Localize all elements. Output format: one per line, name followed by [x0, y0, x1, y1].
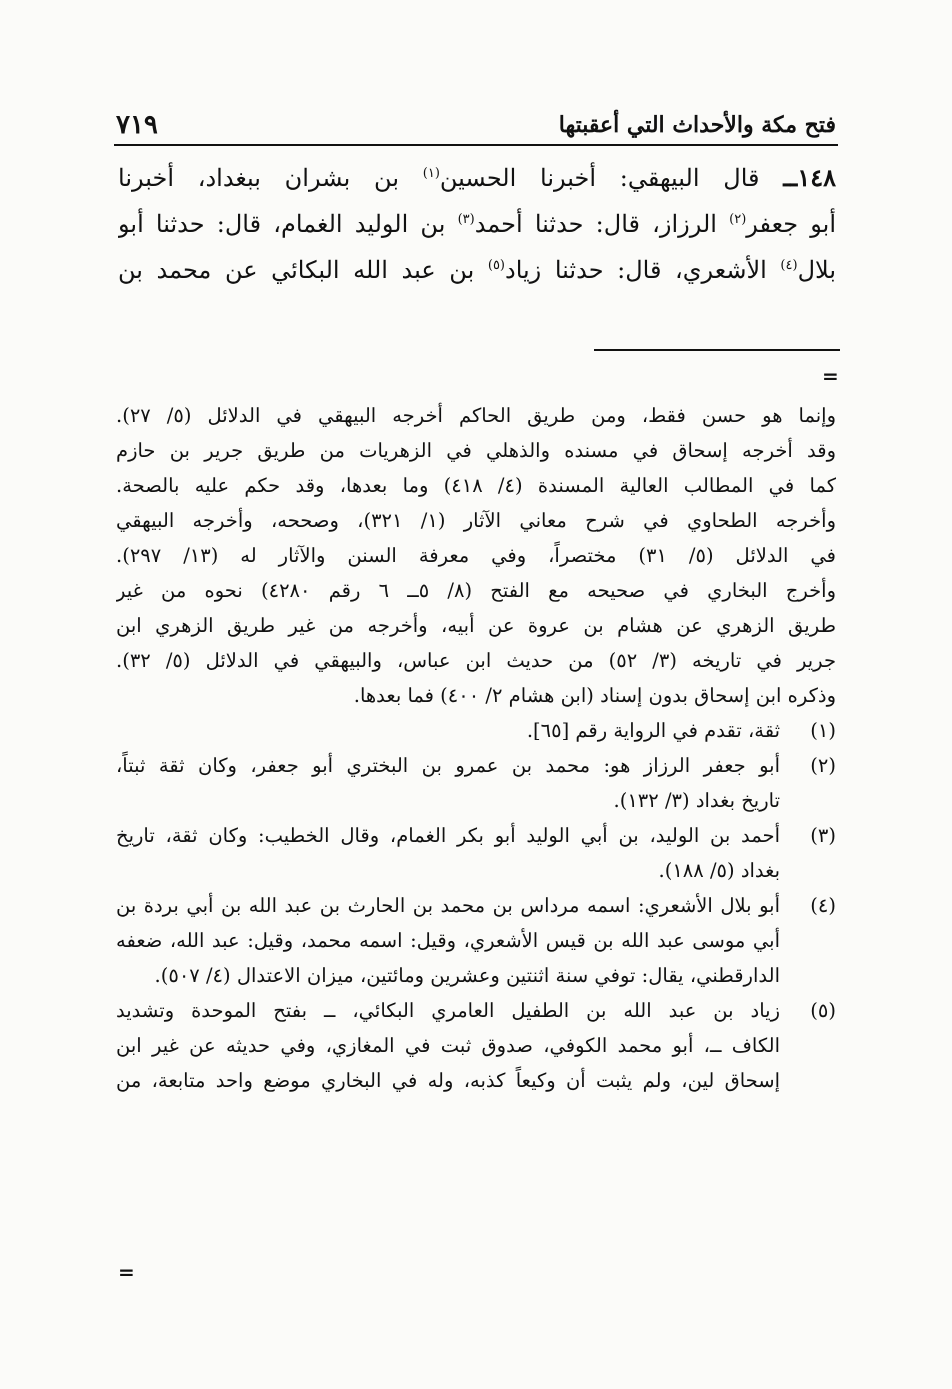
footnote-line: الكاف ــ، أبو محمد الكوفي، صدوق ثبت في المغازي، وفي حديثه عن غير ابن [116, 1034, 780, 1057]
page-number: ٧١٩ [116, 110, 158, 140]
body-text-segment: الأشعري، قال: حدثنا زياد [505, 256, 767, 285]
footnote-line: أبي موسى عبد الله بن قيس الأشعري، وقيل: اسمه محمد، وقيل: عبد الله، ضعفه [116, 929, 780, 952]
hadith-text [118, 155, 836, 293]
footnote-reference: (٤) [780, 258, 798, 274]
footnote-continuation-line: وقد أخرجه إسحاق في مسنده والذهلي في الزهريات من طريق جرير بن حازم [116, 439, 836, 462]
footnote-line: أبو بلال الأشعري: اسمه مرداس بن محمد بن الحارث بن عبد الله بن أبي بردة بن [116, 894, 780, 917]
body-line [118, 155, 836, 201]
footnote-marker: (٥) [810, 999, 836, 1022]
footnote-reference: (٢) [729, 212, 747, 228]
footnote-line: تاريخ بغداد (٣/ ١٣٢). [613, 789, 780, 812]
body-text-segment: الرزاز، قال: حدثنا أحمد [474, 210, 717, 239]
footnote-reference: (٣) [457, 212, 475, 228]
footnote-line: أحمد بن الوليد، بن أبي الوليد أبو بكر الغمام، وقال الخطيب: وكان ثقة، تاريخ [116, 824, 780, 847]
footnote-2 [116, 748, 836, 818]
body-line [118, 247, 836, 293]
header-rule [114, 144, 838, 146]
hadith-number [783, 163, 836, 192]
footnote-line: ثقة، تقدم في الرواية رقم [٦٥]. [526, 719, 780, 742]
footnote-continuation-line: وإنما هو حسن فقط، ومن طريق الحاكم أخرجه البيهقي في الدلائل (٥/ ٢٧). [116, 404, 836, 427]
footnote-reference: (٥) [487, 258, 505, 274]
footnote-continuation-line: في الدلائل (٥/ ٣١) مختصراً، وفي معرفة السنن والآثار له (١٣/ ٢٩٧). [116, 544, 836, 567]
continuation-mark-top: = [822, 364, 839, 388]
footnote-4 [116, 888, 836, 993]
footnotes [116, 398, 836, 1098]
footnote-separator [594, 349, 840, 351]
footnote-continuation-line: وذكره ابن إسحاق بدون إسناد (ابن هشام ٢/ ٤٠٠) فما بعدها. [353, 684, 836, 707]
footnote-marker: (٤) [810, 894, 836, 917]
body-text-segment: قال البيهقي: أخبرنا الحسين [439, 164, 760, 192]
footnote-continuation-line: وأخرج البخاري في صحيحه مع الفتح (٨/ ٥ــ ٦ رقم ٤٢٨٠) نحوه من غير [116, 579, 836, 602]
hadith-number-dash: ــ [783, 163, 798, 192]
footnote-3 [116, 818, 836, 888]
footnote-line: إسحاق لين، ولم يثبت أن وكيعاً كذبه، وله في البخاري موضع واحد متابعة، من [116, 1069, 780, 1092]
body-text-segment: بن الوليد الغمام، قال: حدثنا أبو [118, 210, 446, 239]
footnote-continuation-line: طريق الزهري عن هشام بن عروة عن أبيه، وأخرجه من غير طريق الزهري ابن [116, 614, 836, 637]
running-title: فتح مكة والأحداث التي أعقبتها [558, 112, 836, 138]
hadith-number-value: ١٤٨ [797, 163, 836, 192]
body-line [118, 201, 836, 247]
footnote-line: أبو جعفر الرزاز هو: محمد بن عمرو بن البختري أبو جعفر، وكان ثقة ثبتاً، [116, 754, 780, 777]
footnote-line: الدارقطني، يقال: توفي سنة اثنتين وعشرين ومائتين، ميزان الاعتدال (٤/ ٥٠٧). [154, 964, 780, 987]
footnote-continuation-line: جرير في تاريخه (٣/ ٥٢) من حديث ابن عباس، والبيهقي في الدلائل (٥/ ٣٢). [116, 649, 836, 672]
footnote-reference: (١) [422, 166, 440, 181]
footnote-5 [116, 993, 836, 1098]
footnote-marker: (٣) [810, 824, 836, 847]
continuation-mark-bottom: = [118, 1260, 135, 1284]
body-text-segment: بلال [797, 256, 836, 285]
footnote-line: بغداد (٥/ ١٨٨). [658, 859, 780, 882]
footnote-continuation-line: وأخرجه الطحاوي في شرح معاني الآثار (١/ ٣٢١)، وصححه، وأخرجه البيهقي [116, 509, 836, 532]
footnote-1 [116, 713, 836, 748]
footnote-marker: (٢) [810, 754, 836, 777]
footnote-marker: (١) [810, 719, 836, 742]
footnote-line: زياد بن عبد الله بن الطفيل العامري البكائي، ــ بفتح الموحدة وتشديد [116, 999, 780, 1022]
body-text-segment: أبو جعفر [746, 210, 836, 239]
body-text-segment: بن بشران ببغداد، أخبرنا [118, 164, 399, 192]
body-text-segment: بن عبد الله البكائي عن محمد بن [118, 256, 475, 285]
footnote-continuation-line: كما في المطالب العالية المسندة (٤/ ٤١٨) وما بعدها، وقد حكم عليه بالصحة. [116, 474, 836, 497]
